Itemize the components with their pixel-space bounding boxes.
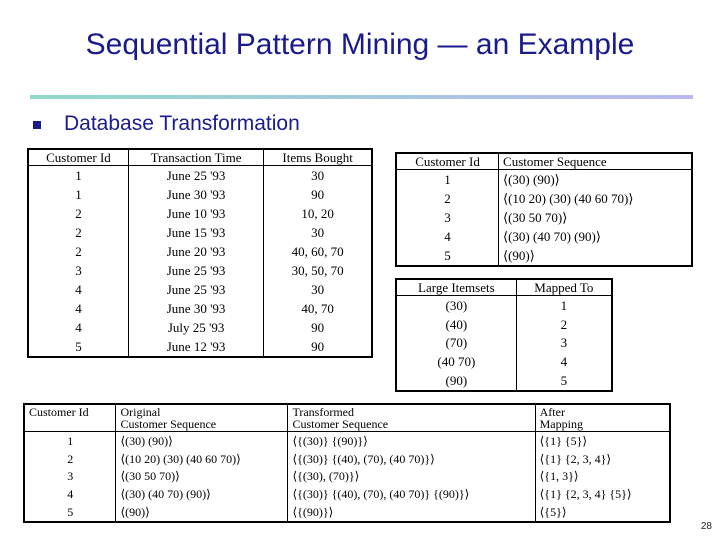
table-row: [24, 450, 670, 468]
table-row: [28, 318, 372, 337]
column-header: Customer Id: [28, 149, 128, 166]
table-row: [396, 352, 612, 371]
table-cell: June 25 '93: [128, 280, 263, 299]
column-header: Transaction Time: [128, 149, 263, 166]
table-cell: 2: [28, 242, 128, 261]
table-row: [24, 485, 670, 503]
bullet-square-icon: [33, 121, 41, 129]
table-row: [396, 315, 612, 334]
table-cell: 30, 50, 70: [291, 262, 344, 278]
table-row: [28, 337, 372, 357]
table-cell: 30: [311, 168, 325, 184]
table-row: [396, 170, 692, 190]
table-cell: June 12 '93: [128, 337, 263, 357]
table-cell: 5: [560, 373, 568, 388]
column-header-line: Original: [120, 405, 161, 419]
table-cell: (40 70): [396, 352, 516, 371]
table-header-row: [396, 153, 692, 170]
bullet-text: Database Transformation: [64, 112, 300, 135]
table-row: [24, 432, 670, 450]
column-header: Items Bought: [264, 149, 372, 166]
table-row: [28, 261, 372, 280]
slide-title: Sequential Pattern Mining — an Example: [85, 28, 635, 61]
title-divider: [30, 95, 693, 99]
table-cell: (90): [396, 371, 516, 391]
table-cell: June 30 '93: [128, 299, 263, 318]
table-cell: 3: [560, 335, 568, 351]
customer-sequence-table: [395, 152, 693, 267]
table-cell: June 15 '93: [128, 223, 263, 242]
table-cell: 2: [396, 189, 499, 208]
table-cell: 5: [396, 246, 499, 266]
table-row: [396, 189, 692, 208]
table-cell: ⟨(90)⟩: [116, 503, 288, 522]
table-cell: 40, 70: [301, 300, 334, 316]
table-header-row: [24, 404, 670, 432]
column-header: Large Itemsets: [396, 279, 516, 296]
column-header-line: After: [539, 405, 565, 419]
table-row: [28, 223, 372, 242]
table-row: [28, 185, 372, 204]
table-row: [28, 280, 372, 299]
table-row: [396, 227, 692, 246]
table-cell: 90: [311, 338, 325, 354]
table-cell: 5: [24, 503, 116, 522]
large-itemsets-table: [395, 278, 613, 392]
table-cell: ⟨{1} {2, 3, 4} {5}⟩: [539, 487, 632, 502]
table-cell: ⟨{(30)} {(40), (70), (40 70)}⟩: [288, 450, 535, 468]
column-header-line: Transformed: [292, 405, 355, 419]
table-cell: ⟨(30 50 70)⟩: [503, 209, 568, 225]
table-cell: ⟨(10 20) (30) (40 60 70)⟩: [503, 191, 634, 206]
table-row: [24, 468, 670, 486]
table-cell: 4: [28, 318, 128, 337]
table-cell: 1: [28, 185, 128, 204]
column-header: [288, 404, 535, 432]
column-header-line: Customer Id: [29, 405, 89, 419]
column-header: [535, 404, 670, 432]
table-cell: ⟨{(90)}⟩: [288, 503, 535, 522]
table-cell: June 10 '93: [128, 204, 263, 223]
column-header-line: Customer Sequence: [120, 417, 217, 431]
table-cell: (40): [396, 315, 516, 334]
column-header-line: Customer Sequence: [292, 417, 389, 431]
table-cell: 2: [560, 316, 568, 332]
table-cell: 30: [311, 281, 325, 297]
table-header-row: [396, 279, 612, 296]
column-header: [24, 404, 116, 432]
table-row: [28, 242, 372, 261]
table-row: [24, 503, 670, 522]
table-row: [28, 166, 372, 186]
table-cell: 1: [24, 432, 116, 450]
table-cell: 4: [24, 485, 116, 503]
table-cell: 1: [560, 297, 568, 313]
table-cell: (70): [396, 334, 516, 353]
table-row: [396, 296, 612, 315]
table-cell: 40, 60, 70: [291, 243, 344, 259]
table-cell: ⟨{1, 3}⟩: [539, 469, 579, 484]
table-row: [396, 334, 612, 353]
table-row: [396, 246, 692, 266]
table-cell: ⟨(30) (90)⟩: [503, 172, 560, 188]
table-cell: June 25 '93: [128, 261, 263, 280]
table-cell: ⟨(30) (40 70) (90)⟩: [116, 485, 288, 503]
table-cell: ⟨(10 20) (30) (40 60 70)⟩: [116, 450, 288, 468]
page-number: 28: [700, 521, 712, 532]
table-cell: 10, 20: [301, 206, 334, 221]
table-header-row: [28, 149, 372, 166]
table-cell: 3: [396, 208, 499, 227]
column-header-line: Mapping: [539, 417, 583, 431]
transformed-sequence-table: [23, 403, 671, 523]
table-cell: 3: [24, 468, 116, 486]
table-cell: 1: [396, 170, 499, 190]
table-cell: ⟨{5}⟩: [539, 505, 567, 519]
column-header-line: [29, 418, 111, 430]
column-header: Customer Id: [396, 153, 499, 170]
column-header: Mapped To: [516, 279, 612, 296]
column-header: [116, 404, 288, 432]
column-header: Customer Sequence: [499, 153, 692, 170]
table-cell: 30: [311, 224, 325, 240]
table-cell: ⟨{(30), (70)}⟩: [288, 468, 535, 486]
table-cell: June 25 '93: [128, 166, 263, 186]
table-cell: June 30 '93: [128, 185, 263, 204]
table-cell: ⟨{(30)} {(40), (70), (40 70)} {(90)}⟩: [288, 485, 535, 503]
table-cell: 90: [311, 187, 325, 203]
table-cell: 4: [28, 299, 128, 318]
table-cell: ⟨(30) (90)⟩: [116, 432, 288, 450]
table-cell: ⟨{(30)} {(90)}⟩: [288, 432, 535, 450]
table-cell: 90: [311, 319, 325, 335]
table-cell: ⟨{1} {2, 3, 4}⟩: [539, 451, 612, 466]
table-cell: 4: [560, 354, 568, 370]
table-cell: 2: [28, 204, 128, 223]
table-cell: July 25 '93: [128, 318, 263, 337]
table-cell: ⟨(30) (40 70) (90)⟩: [503, 228, 601, 244]
table-cell: 5: [28, 337, 128, 357]
table-cell: 1: [28, 166, 128, 186]
table-cell: ⟨{1} {5}⟩: [539, 433, 588, 448]
transactions-table: [27, 148, 373, 358]
table-cell: 4: [28, 280, 128, 299]
table-row: [28, 204, 372, 223]
table-cell: 2: [28, 223, 128, 242]
table-cell: (30): [396, 296, 516, 315]
table-row: [396, 371, 612, 391]
table-row: [28, 299, 372, 318]
table-cell: 2: [24, 450, 116, 468]
table-cell: 3: [28, 261, 128, 280]
table-row: [396, 208, 692, 227]
table-cell: ⟨(30 50 70)⟩: [116, 468, 288, 486]
table-cell: ⟨(90)⟩: [503, 247, 535, 263]
table-cell: June 20 '93: [128, 242, 263, 261]
table-cell: 4: [396, 227, 499, 246]
